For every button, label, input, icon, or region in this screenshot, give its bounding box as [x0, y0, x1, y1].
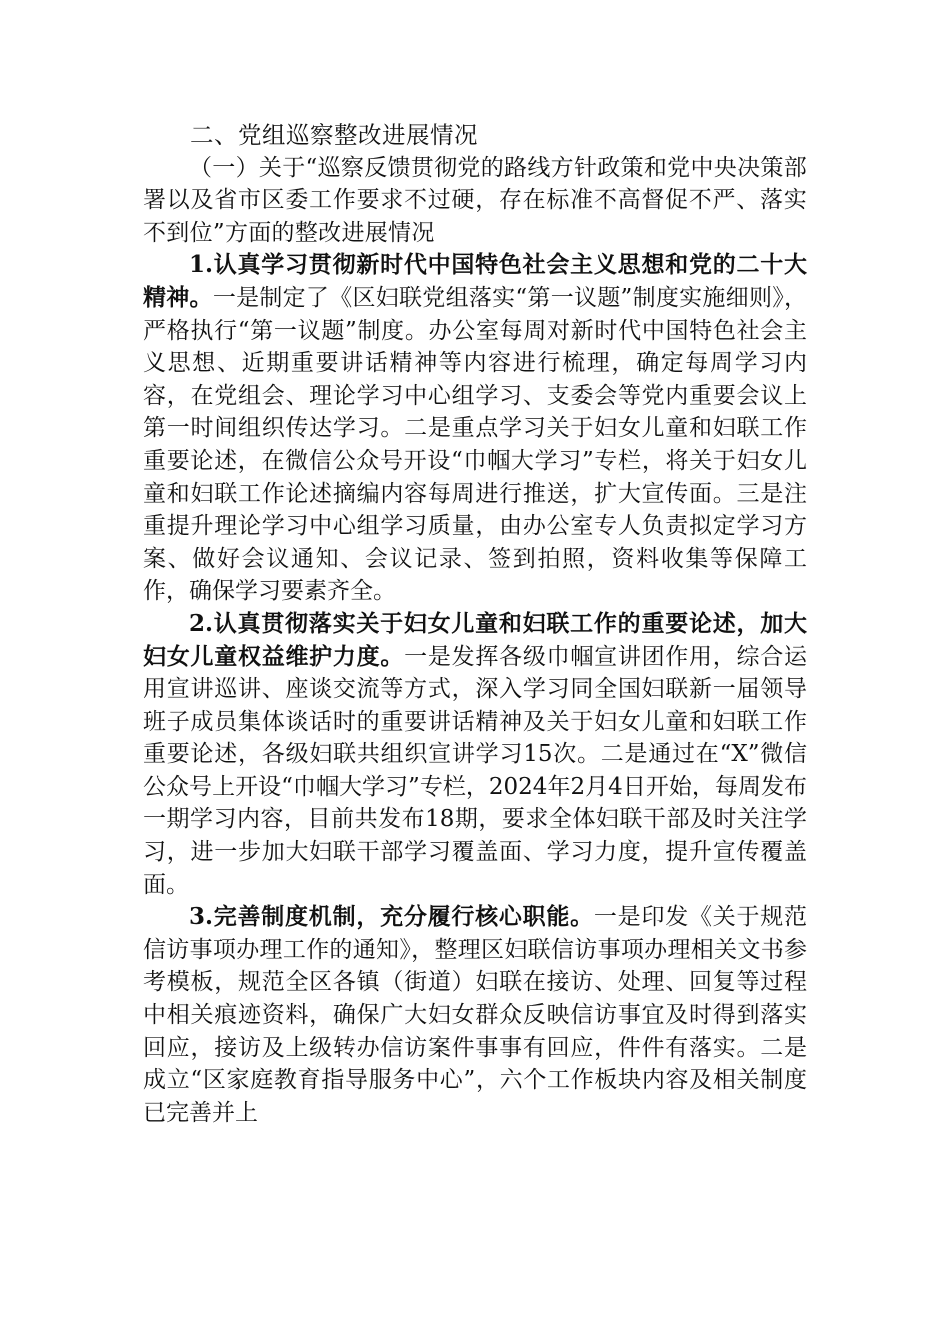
paragraph-item-1	[143, 249, 807, 608]
document-body	[143, 119, 807, 1129]
paragraph-text: 一是制定了《区妇联党组落实“第一议题”制度实施细则》，严格执行“第一议题”制度。办公室每周对新时代中国特色社会主义思想、近期重要讲话精神等内容进行梳理，确定每周学习内容，在党组会、理论学习中心组学习、支委会等党内重要会议上第一时间组织传达学习。二是重点学习关于妇女儿童和妇联工作重要论述，在微信公众号开设“巾帼大学习”专栏，将关于妇女儿童和妇联工作论述摘编内容每周进行推送，扩大宣传面。三是注重提升理论学习中心组学习质量，由办公室专人负责拟定学习方案、做好会议通知、会议记录、签到拍照，资料收集等保障工作，确保学习要素齐全。	[143, 284, 807, 605]
sub-heading: （一）关于“巡察反馈贯彻党的路线方针政策和党中央决策部署以及省市区委工作要求不过硬，存在标准不高督促不严、落实不到位”方面的整改进展情况	[143, 154, 807, 246]
paragraph-lead: 1.认真学习贯彻新时代中国特色社会主义思想和党的二十大精神。	[143, 251, 807, 311]
paragraph-item-2	[143, 608, 807, 901]
paragraph-lead: 3.完善制度机制，充分履行核心职能。	[189, 903, 594, 931]
paragraph-text: 一是发挥各级巾帼宣讲团作用，综合运用宣讲巡讲、座谈交流等方式，深入学习同全国妇联新一届领导班子成员集体谈话时的重要讲话精神及关于妇女儿童和妇联工作重要论述，各级妇联共组织宣讲学习15次。二是通过在“X”微信公众号上开设“巾帼大学习”专栏，2024年2月4日开始，每周发布一期学习内容，目前共发布18期，要求全体妇联干部及时关注学习，进一步加大妇联干部学习覆盖面、学习力度，提升宣传覆盖面。	[143, 643, 808, 898]
section-heading: 二、党组巡察整改进展情况	[190, 121, 478, 149]
paragraph-lead: 2.认真贯彻落实关于妇女儿童和妇联工作的重要论述，加大妇女儿童权益维护力度。	[143, 609, 807, 670]
paragraph-item-3	[143, 901, 807, 1129]
paragraph-text: 一是印发《关于规范信访事项办理工作的通知》，整理区妇联信访事项办理相关文书参考模板，规范全区各镇（街道）妇联在接访、处理、回复等过程中相关痕迹资料，确保广大妇女群众反映信访事宜及时得到落实回应，接访及上级转办信访案件事事有回应，件件有落实。二是成立“区家庭教育指导服务中心”，六个工作板块内容及相关制度已完善并上	[143, 904, 807, 1126]
